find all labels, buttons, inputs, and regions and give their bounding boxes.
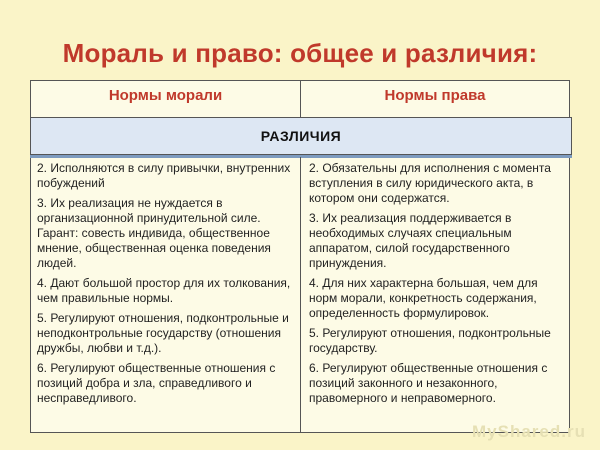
list-item: 5. Регулируют отношения, подконтрольные и неподконтрольные государству (отношения дружбы, любви и т.д.).	[37, 311, 289, 355]
table-body-row	[31, 157, 569, 432]
watermark-logo: MyShared.ru	[472, 422, 586, 441]
list-item: 3. Их реализация не нуждается в организационной принудительной силе. Гарант: совесть индивида, общественное мнение, общественная оценка поведения людей.	[37, 196, 271, 270]
list-item: 6. Регулируют общественные отношения с позиций законного и незаконного, правомерного и неправомерного.	[309, 361, 548, 405]
list-item: 6. Регулируют общественные отношения с позиций добра и зла, справедливого и несправедливого.	[37, 361, 276, 405]
list-item: 3. Их реализация поддерживается в необходимых случаях специальным аппаратом, силой государственного принуждения.	[309, 211, 512, 270]
law-column	[301, 157, 569, 432]
morality-column	[31, 157, 301, 432]
header-morality-norms: Нормы морали	[31, 81, 301, 117]
comparison-table	[30, 80, 570, 433]
list-item: 5. Регулируют отношения, подконтрольные государству.	[309, 326, 551, 355]
page-title: Мораль и право: общее и различия:	[62, 38, 538, 68]
table-header-row	[31, 81, 569, 118]
list-item: 2. Обязательны для исполнения с момента вступления в силу юридического акта, в котором они содержатся.	[309, 161, 551, 205]
header-law-norms: Нормы права	[384, 87, 486, 104]
list-item: 2. Исполняются в силу привычки, внутренних побуждений	[37, 161, 291, 190]
list-item: 4. Для них характерна большая, чем для норм морали, конкретность содержания, определенность формулировок.	[309, 276, 538, 320]
list-item: 4. Дают большой простор для их толкования, чем правильные нормы.	[37, 276, 291, 305]
differences-band: РАЗЛИЧИЯ	[30, 117, 572, 155]
